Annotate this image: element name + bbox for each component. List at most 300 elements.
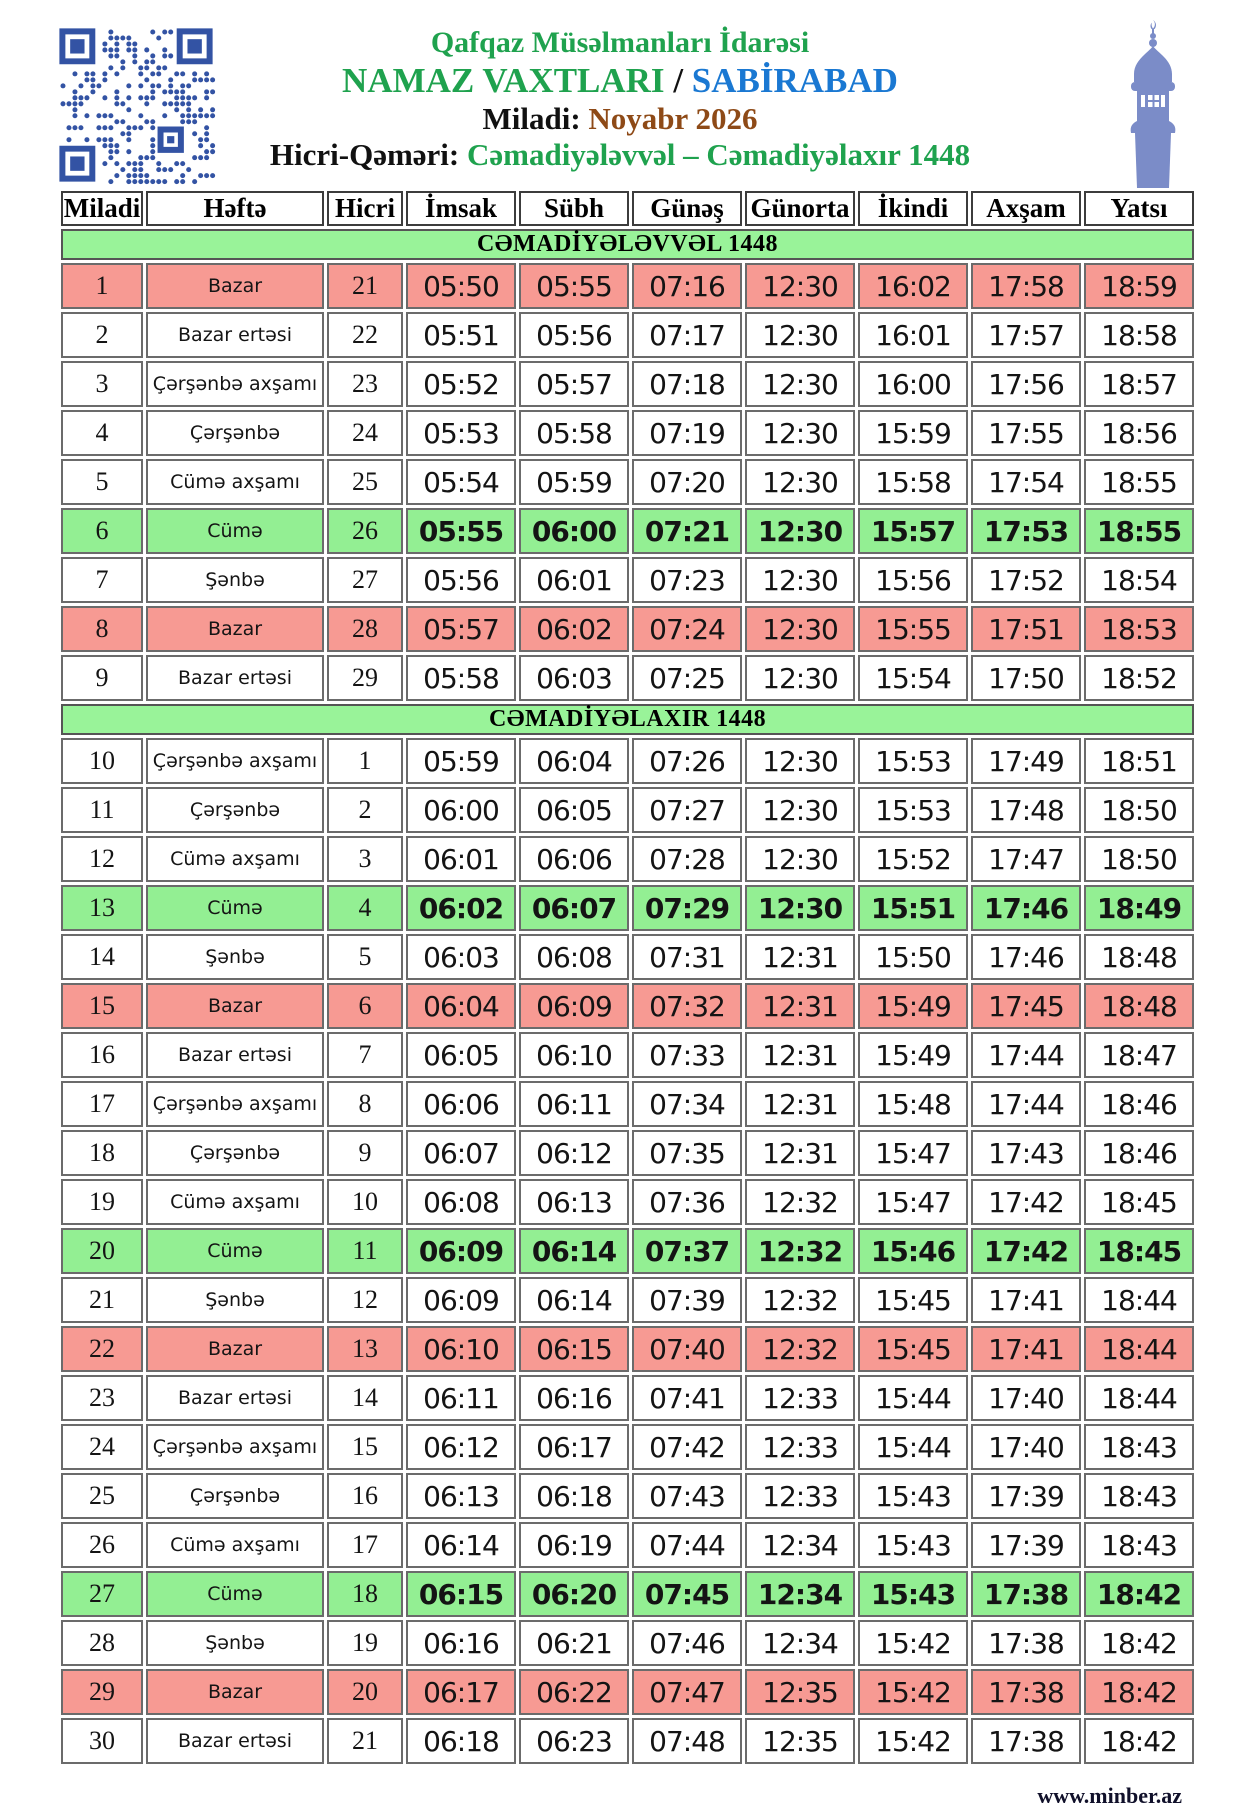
miladi-day-cell: 11: [61, 787, 143, 833]
ikindi-cell: 15:42: [858, 1718, 968, 1764]
axsam-cell: 17:38: [971, 1718, 1081, 1764]
hicri-day-cell: 18: [327, 1571, 403, 1617]
yatsi-cell: 18:43: [1084, 1424, 1194, 1470]
axsam-cell: 17:48: [971, 787, 1081, 833]
weekday-cell: Cümə: [146, 1571, 324, 1617]
weekday-cell: Çərşənbə: [146, 1473, 324, 1519]
ikindi-cell: 15:49: [858, 983, 968, 1029]
miladi-day-cell: 13: [61, 885, 143, 931]
miladi-day-cell: 4: [61, 410, 143, 456]
gunes-cell: 07:17: [632, 312, 742, 358]
ikindi-cell: 15:52: [858, 836, 968, 882]
miladi-day-cell: 15: [61, 983, 143, 1029]
miladi-day-cell: 14: [61, 934, 143, 980]
axsam-cell: 17:38: [971, 1669, 1081, 1715]
prayer-row: [61, 606, 1194, 652]
col-axsam: Axşam: [971, 191, 1081, 226]
subh-cell: 06:22: [519, 1669, 629, 1715]
imsak-cell: 06:04: [406, 983, 516, 1029]
imsak-cell: 06:07: [406, 1130, 516, 1176]
weekday-cell: Cümə axşamı: [146, 1522, 324, 1568]
weekday-cell: Çərşənbə axşamı: [146, 361, 324, 407]
imsak-cell: 06:03: [406, 934, 516, 980]
hicri-day-cell: 12: [327, 1277, 403, 1323]
col-gunorta: Günorta: [745, 191, 855, 226]
gunorta-cell: 12:31: [745, 983, 855, 1029]
ikindi-cell: 15:51: [858, 885, 968, 931]
prayer-row: [61, 1081, 1194, 1127]
hicri-day-cell: 25: [327, 459, 403, 505]
subh-cell: 05:58: [519, 410, 629, 456]
gunorta-cell: 12:32: [745, 1179, 855, 1225]
yatsi-cell: 18:54: [1084, 557, 1194, 603]
ikindi-cell: 15:55: [858, 606, 968, 652]
ikindi-cell: 15:47: [858, 1179, 968, 1225]
weekday-cell: Bazar ertəsi: [146, 655, 324, 701]
yatsi-cell: 18:57: [1084, 361, 1194, 407]
subh-cell: 06:15: [519, 1326, 629, 1372]
miladi-day-cell: 17: [61, 1081, 143, 1127]
hicri-day-cell: 23: [327, 361, 403, 407]
gunorta-cell: 12:32: [745, 1326, 855, 1372]
miladi-day-cell: 23: [61, 1375, 143, 1421]
gunes-cell: 07:44: [632, 1522, 742, 1568]
gunorta-cell: 12:31: [745, 1081, 855, 1127]
weekday-cell: Bazar: [146, 1326, 324, 1372]
prayer-row: [61, 1326, 1194, 1372]
gunes-cell: 07:47: [632, 1669, 742, 1715]
prayer-row: [61, 361, 1194, 407]
miladi-day-cell: 27: [61, 1571, 143, 1617]
weekday-cell: Şənbə: [146, 934, 324, 980]
subh-cell: 05:55: [519, 263, 629, 309]
gunorta-cell: 12:32: [745, 1228, 855, 1274]
gunorta-cell: 12:33: [745, 1375, 855, 1421]
gunes-cell: 07:31: [632, 934, 742, 980]
ikindi-cell: 15:58: [858, 459, 968, 505]
city-name: SABİRABAD: [691, 60, 898, 100]
subh-cell: 06:04: [519, 738, 629, 784]
gunorta-cell: 12:30: [745, 836, 855, 882]
col-ikindi: İkindi: [858, 191, 968, 226]
axsam-cell: 17:51: [971, 606, 1081, 652]
imsak-cell: 05:58: [406, 655, 516, 701]
ikindi-cell: 15:54: [858, 655, 968, 701]
gunorta-cell: 12:32: [745, 1277, 855, 1323]
prayer-row: [61, 1032, 1194, 1078]
weekday-cell: Şənbə: [146, 557, 324, 603]
hicri-day-cell: 5: [327, 934, 403, 980]
hicri-day-cell: 13: [327, 1326, 403, 1372]
hicri-day-cell: 21: [327, 1718, 403, 1764]
subh-cell: 06:06: [519, 836, 629, 882]
prayer-row: [61, 1522, 1194, 1568]
gunorta-cell: 12:31: [745, 934, 855, 980]
axsam-cell: 17:38: [971, 1620, 1081, 1666]
prayer-row: [61, 1571, 1194, 1617]
yatsi-cell: 18:45: [1084, 1179, 1194, 1225]
subh-cell: 06:01: [519, 557, 629, 603]
imsak-cell: 06:02: [406, 885, 516, 931]
gunorta-cell: 12:30: [745, 410, 855, 456]
axsam-cell: 17:39: [971, 1522, 1081, 1568]
gunes-cell: 07:35: [632, 1130, 742, 1176]
col-imsak: İmsak: [406, 191, 516, 226]
gunes-cell: 07:36: [632, 1179, 742, 1225]
ikindi-cell: 15:50: [858, 934, 968, 980]
yatsi-cell: 18:56: [1084, 410, 1194, 456]
weekday-cell: Cümə axşamı: [146, 836, 324, 882]
yatsi-cell: 18:44: [1084, 1326, 1194, 1372]
ikindi-cell: 15:42: [858, 1620, 968, 1666]
col-subh: Sübh: [519, 191, 629, 226]
imsak-cell: 05:56: [406, 557, 516, 603]
title-block: [240, 26, 1000, 173]
prayer-row: [61, 1375, 1194, 1421]
imsak-cell: 05:53: [406, 410, 516, 456]
col-yatsi: Yatsı: [1084, 191, 1194, 226]
weekday-cell: Cümə: [146, 1228, 324, 1274]
gunes-cell: 07:20: [632, 459, 742, 505]
yatsi-cell: 18:50: [1084, 836, 1194, 882]
subh-cell: 06:21: [519, 1620, 629, 1666]
imsak-cell: 06:01: [406, 836, 516, 882]
ikindi-cell: 15:45: [858, 1326, 968, 1372]
ikindi-cell: 15:44: [858, 1375, 968, 1421]
hicri-day-cell: 4: [327, 885, 403, 931]
hicri-day-cell: 16: [327, 1473, 403, 1519]
month-section-title: CƏMADİYƏLƏVVƏL 1448: [61, 229, 1194, 260]
weekday-cell: Çərşənbə axşamı: [146, 1081, 324, 1127]
hicri-day-cell: 11: [327, 1228, 403, 1274]
hicri-day-cell: 7: [327, 1032, 403, 1078]
weekday-cell: Çərşənbə: [146, 787, 324, 833]
prayer-row: [61, 1620, 1194, 1666]
yatsi-cell: 18:45: [1084, 1228, 1194, 1274]
imsak-cell: 06:08: [406, 1179, 516, 1225]
gunes-cell: 07:45: [632, 1571, 742, 1617]
gunorta-cell: 12:30: [745, 655, 855, 701]
axsam-cell: 17:40: [971, 1424, 1081, 1470]
gunorta-cell: 12:35: [745, 1669, 855, 1715]
hicri-day-cell: 1: [327, 738, 403, 784]
imsak-cell: 05:55: [406, 508, 516, 554]
yatsi-cell: 18:47: [1084, 1032, 1194, 1078]
hicri-value: Cəmadiyələvvəl – Cəmadiyəlaxır 1448: [467, 137, 971, 173]
axsam-cell: 17:54: [971, 459, 1081, 505]
weekday-cell: Çərşənbə axşamı: [146, 1424, 324, 1470]
prayer-row: [61, 312, 1194, 358]
weekday-cell: Şənbə: [146, 1277, 324, 1323]
ikindi-cell: 15:44: [858, 1424, 968, 1470]
gunorta-cell: 12:30: [745, 361, 855, 407]
subh-cell: 06:18: [519, 1473, 629, 1519]
hicri-day-cell: 15: [327, 1424, 403, 1470]
axsam-cell: 17:55: [971, 410, 1081, 456]
title-separator: /: [664, 60, 692, 100]
prayer-row: [61, 263, 1194, 309]
axsam-cell: 17:45: [971, 983, 1081, 1029]
hicri-day-cell: 17: [327, 1522, 403, 1568]
namaz-vaxtlari-label: NAMAZ VAXTLARI: [342, 60, 665, 100]
miladi-day-cell: 7: [61, 557, 143, 603]
miladi-value: Noyabr 2026: [588, 101, 758, 137]
hicri-day-cell: 26: [327, 508, 403, 554]
subh-cell: 05:57: [519, 361, 629, 407]
table-header-row: [61, 191, 1194, 226]
yatsi-cell: 18:59: [1084, 263, 1194, 309]
miladi-day-cell: 2: [61, 312, 143, 358]
ikindi-cell: 15:59: [858, 410, 968, 456]
gunorta-cell: 12:30: [745, 263, 855, 309]
gunes-cell: 07:18: [632, 361, 742, 407]
gunes-cell: 07:29: [632, 885, 742, 931]
miladi-day-cell: 12: [61, 836, 143, 882]
imsak-cell: 06:15: [406, 1571, 516, 1617]
prayer-row: [61, 1473, 1194, 1519]
weekday-cell: Çərşənbə: [146, 410, 324, 456]
miladi-day-cell: 3: [61, 361, 143, 407]
gunes-cell: 07:25: [632, 655, 742, 701]
gunes-cell: 07:24: [632, 606, 742, 652]
prayer-row: [61, 1130, 1194, 1176]
ikindi-cell: 15:46: [858, 1228, 968, 1274]
gunorta-cell: 12:30: [745, 606, 855, 652]
prayer-row: [61, 410, 1194, 456]
weekday-cell: Cümə axşamı: [146, 459, 324, 505]
gunes-cell: 07:37: [632, 1228, 742, 1274]
miladi-line: [240, 101, 1000, 137]
miladi-day-cell: 26: [61, 1522, 143, 1568]
axsam-cell: 17:56: [971, 361, 1081, 407]
yatsi-cell: 18:49: [1084, 885, 1194, 931]
subh-cell: 06:12: [519, 1130, 629, 1176]
col-gunes: Günəş: [632, 191, 742, 226]
subh-cell: 05:59: [519, 459, 629, 505]
gunes-cell: 07:46: [632, 1620, 742, 1666]
miladi-label: Miladi:: [482, 101, 589, 137]
axsam-cell: 17:41: [971, 1277, 1081, 1323]
yatsi-cell: 18:43: [1084, 1522, 1194, 1568]
imsak-cell: 06:16: [406, 1620, 516, 1666]
yatsi-cell: 18:48: [1084, 934, 1194, 980]
hicri-day-cell: 24: [327, 410, 403, 456]
ikindi-cell: 15:43: [858, 1473, 968, 1519]
axsam-cell: 17:46: [971, 934, 1081, 980]
prayer-row: [61, 1179, 1194, 1225]
imsak-cell: 06:00: [406, 787, 516, 833]
imsak-cell: 06:11: [406, 1375, 516, 1421]
subh-cell: 06:07: [519, 885, 629, 931]
imsak-cell: 05:59: [406, 738, 516, 784]
prayer-row: [61, 1228, 1194, 1274]
gunes-cell: 07:21: [632, 508, 742, 554]
imsak-cell: 05:54: [406, 459, 516, 505]
weekday-cell: Cümə: [146, 508, 324, 554]
imsak-cell: 06:17: [406, 1669, 516, 1715]
axsam-cell: 17:42: [971, 1228, 1081, 1274]
miladi-day-cell: 24: [61, 1424, 143, 1470]
ikindi-cell: 16:02: [858, 263, 968, 309]
miladi-day-cell: 28: [61, 1620, 143, 1666]
hicri-day-cell: 28: [327, 606, 403, 652]
weekday-cell: Cümə axşamı: [146, 1179, 324, 1225]
gunes-cell: 07:42: [632, 1424, 742, 1470]
gunorta-cell: 12:34: [745, 1522, 855, 1568]
yatsi-cell: 18:44: [1084, 1277, 1194, 1323]
imsak-cell: 05:57: [406, 606, 516, 652]
gunes-cell: 07:23: [632, 557, 742, 603]
month-section-row: [61, 704, 1194, 735]
month-section-row: [61, 229, 1194, 260]
gunorta-cell: 12:30: [745, 738, 855, 784]
gunes-cell: 07:48: [632, 1718, 742, 1764]
col-hefte: Həftə: [146, 191, 324, 226]
axsam-cell: 17:41: [971, 1326, 1081, 1372]
ikindi-cell: 16:00: [858, 361, 968, 407]
ikindi-cell: 15:47: [858, 1130, 968, 1176]
gunes-cell: 07:39: [632, 1277, 742, 1323]
prayer-row: [61, 655, 1194, 701]
miladi-day-cell: 6: [61, 508, 143, 554]
prayer-row: [61, 1718, 1194, 1764]
subh-cell: 06:00: [519, 508, 629, 554]
yatsi-cell: 18:43: [1084, 1473, 1194, 1519]
subh-cell: 06:14: [519, 1228, 629, 1274]
hicri-day-cell: 20: [327, 1669, 403, 1715]
weekday-cell: Bazar ertəsi: [146, 1718, 324, 1764]
miladi-day-cell: 19: [61, 1179, 143, 1225]
miladi-day-cell: 8: [61, 606, 143, 652]
subh-cell: 06:17: [519, 1424, 629, 1470]
yatsi-cell: 18:55: [1084, 459, 1194, 505]
imsak-cell: 05:52: [406, 361, 516, 407]
gunorta-cell: 12:34: [745, 1571, 855, 1617]
hicri-label: Hicri-Qəməri:: [269, 137, 467, 173]
miladi-day-cell: 16: [61, 1032, 143, 1078]
miladi-day-cell: 20: [61, 1228, 143, 1274]
imsak-cell: 06:14: [406, 1522, 516, 1568]
prayer-row: [61, 885, 1194, 931]
weekday-cell: Çərşənbə axşamı: [146, 738, 324, 784]
subh-cell: 06:23: [519, 1718, 629, 1764]
weekday-cell: Bazar: [146, 263, 324, 309]
ikindi-cell: 15:53: [858, 738, 968, 784]
gunes-cell: 07:33: [632, 1032, 742, 1078]
hicri-line: [240, 137, 1000, 173]
gunorta-cell: 12:34: [745, 1620, 855, 1666]
imsak-cell: 06:18: [406, 1718, 516, 1764]
subh-cell: 06:02: [519, 606, 629, 652]
prayer-row: [61, 787, 1194, 833]
weekday-cell: Şənbə: [146, 1620, 324, 1666]
gunes-cell: 07:16: [632, 263, 742, 309]
gunorta-cell: 12:31: [745, 1032, 855, 1078]
axsam-cell: 17:42: [971, 1179, 1081, 1225]
axsam-cell: 17:49: [971, 738, 1081, 784]
miladi-day-cell: 9: [61, 655, 143, 701]
hicri-day-cell: 2: [327, 787, 403, 833]
axsam-cell: 17:46: [971, 885, 1081, 931]
subh-cell: 06:03: [519, 655, 629, 701]
yatsi-cell: 18:50: [1084, 787, 1194, 833]
ikindi-cell: 15:56: [858, 557, 968, 603]
subh-cell: 06:08: [519, 934, 629, 980]
miladi-day-cell: 18: [61, 1130, 143, 1176]
weekday-cell: Bazar: [146, 1669, 324, 1715]
ikindi-cell: 15:43: [858, 1571, 968, 1617]
imsak-cell: 06:05: [406, 1032, 516, 1078]
gunorta-cell: 12:31: [745, 1130, 855, 1176]
axsam-cell: 17:52: [971, 557, 1081, 603]
yatsi-cell: 18:52: [1084, 655, 1194, 701]
ikindi-cell: 15:42: [858, 1669, 968, 1715]
gunorta-cell: 12:30: [745, 557, 855, 603]
weekday-cell: Bazar ertəsi: [146, 1375, 324, 1421]
axsam-cell: 17:53: [971, 508, 1081, 554]
hicri-day-cell: 19: [327, 1620, 403, 1666]
ikindi-cell: 16:01: [858, 312, 968, 358]
axsam-cell: 17:44: [971, 1081, 1081, 1127]
hicri-day-cell: 9: [327, 1130, 403, 1176]
yatsi-cell: 18:46: [1084, 1081, 1194, 1127]
weekday-cell: Bazar ertəsi: [146, 312, 324, 358]
axsam-cell: 17:43: [971, 1130, 1081, 1176]
miladi-day-cell: 1: [61, 263, 143, 309]
minaret-icon: [1122, 20, 1184, 188]
miladi-day-cell: 5: [61, 459, 143, 505]
imsak-cell: 06:09: [406, 1277, 516, 1323]
gunorta-cell: 12:30: [745, 312, 855, 358]
yatsi-cell: 18:46: [1084, 1130, 1194, 1176]
axsam-cell: 17:40: [971, 1375, 1081, 1421]
subh-cell: 06:11: [519, 1081, 629, 1127]
gunorta-cell: 12:33: [745, 1473, 855, 1519]
ikindi-cell: 15:48: [858, 1081, 968, 1127]
axsam-cell: 17:50: [971, 655, 1081, 701]
subh-cell: 06:16: [519, 1375, 629, 1421]
axsam-cell: 17:57: [971, 312, 1081, 358]
hicri-day-cell: 6: [327, 983, 403, 1029]
gunes-cell: 07:26: [632, 738, 742, 784]
yatsi-cell: 18:42: [1084, 1571, 1194, 1617]
col-hicri: Hicri: [327, 191, 403, 226]
hicri-day-cell: 22: [327, 312, 403, 358]
website-footer: www.minber.az: [1037, 1783, 1182, 1808]
ikindi-cell: 15:49: [858, 1032, 968, 1078]
gunes-cell: 07:19: [632, 410, 742, 456]
imsak-cell: 06:06: [406, 1081, 516, 1127]
gunorta-cell: 12:30: [745, 459, 855, 505]
hicri-day-cell: 3: [327, 836, 403, 882]
gunes-cell: 07:27: [632, 787, 742, 833]
ikindi-cell: 15:57: [858, 508, 968, 554]
subh-cell: 06:20: [519, 1571, 629, 1617]
yatsi-cell: 18:51: [1084, 738, 1194, 784]
weekday-cell: Bazar: [146, 606, 324, 652]
miladi-day-cell: 30: [61, 1718, 143, 1764]
imsak-cell: 06:10: [406, 1326, 516, 1372]
subh-cell: 05:56: [519, 312, 629, 358]
axsam-cell: 17:39: [971, 1473, 1081, 1519]
gunes-cell: 07:43: [632, 1473, 742, 1519]
imsak-cell: 05:50: [406, 263, 516, 309]
subh-cell: 06:10: [519, 1032, 629, 1078]
weekday-cell: Çərşənbə: [146, 1130, 324, 1176]
prayer-row: [61, 459, 1194, 505]
page-title: [240, 61, 1000, 102]
weekday-cell: Cümə: [146, 885, 324, 931]
